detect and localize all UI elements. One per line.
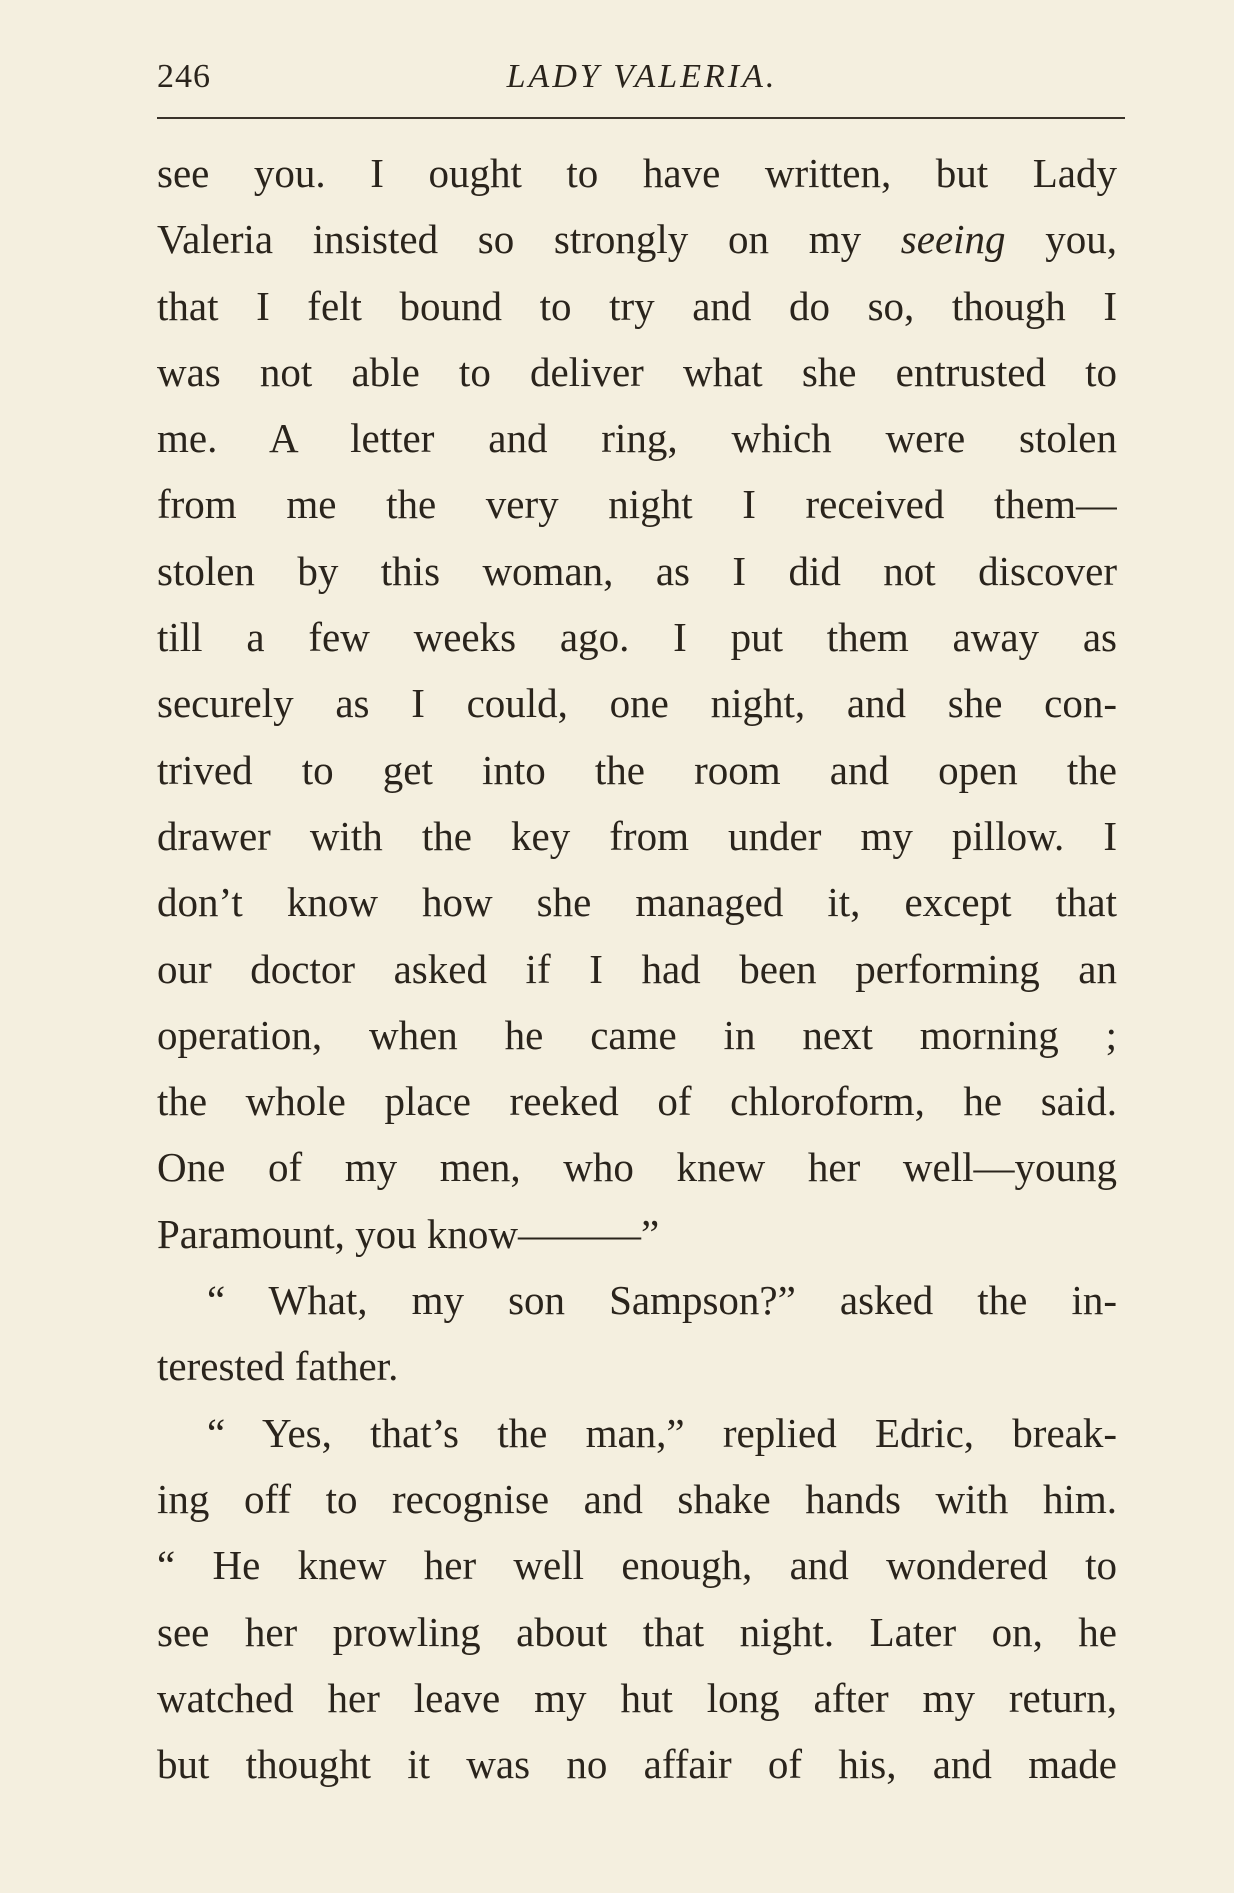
italic-word: seeing [900, 216, 1006, 263]
running-head [157, 58, 1127, 110]
text-line: trived to get into the room and open the [157, 746, 1117, 793]
text-line: from me the very night I received them— [157, 481, 1117, 528]
text-line: operation, when he came in next morning ; [157, 1011, 1117, 1058]
text-line: ing off to recognise and shake hands with him. [157, 1475, 1117, 1522]
header-rule [157, 117, 1125, 119]
text-line: terested father. [157, 1343, 399, 1390]
text-line: watched her leave my hut long after my return, [157, 1674, 1117, 1721]
text-line: stolen by this woman, as I did not discover [157, 547, 1117, 594]
text-line [157, 206, 1117, 272]
text-line: “ He knew her well enough, and wondered to [157, 1542, 1117, 1589]
text-line: the whole place reeked of chloroform, he said. [157, 1078, 1117, 1125]
text-line: “ What, my son Sampson?” asked the in- [207, 1277, 1117, 1324]
text-line: see her prowling about that night. Later on, he [157, 1608, 1117, 1655]
text-line: till a few weeks ago. I put them away as [157, 614, 1117, 661]
text-line: but thought it was no affair of his, and made [157, 1741, 1117, 1788]
body-text [157, 140, 1117, 1797]
text-line: One of my men, who knew her well—young [157, 1144, 1117, 1191]
text-line: our doctor asked if I had been performing an [157, 945, 1117, 992]
text-line: don’t know how she managed it, except that [157, 879, 1117, 926]
text-run: you, [1005, 216, 1117, 263]
text-line: “ Yes, that’s the man,” replied Edric, break- [207, 1409, 1117, 1456]
text-run: Valeria insisted so strongly on my [157, 216, 901, 263]
text-line: me. A letter and ring, which were stolen [157, 415, 1117, 462]
text-line: Paramount, you know———” [157, 1210, 660, 1257]
text-line: that I felt bound to try and do so, though I [157, 282, 1117, 329]
text-line: drawer with the key from under my pillow. I [157, 812, 1117, 859]
text-line: was not able to deliver what she entrusted to [157, 348, 1117, 395]
page-number: 246 [157, 58, 211, 95]
text-line: see you. I ought to have written, but Lady [157, 150, 1117, 196]
text-line: securely as I could, one night, and she con- [157, 680, 1117, 727]
running-title: LADY VALERIA. [506, 58, 778, 95]
